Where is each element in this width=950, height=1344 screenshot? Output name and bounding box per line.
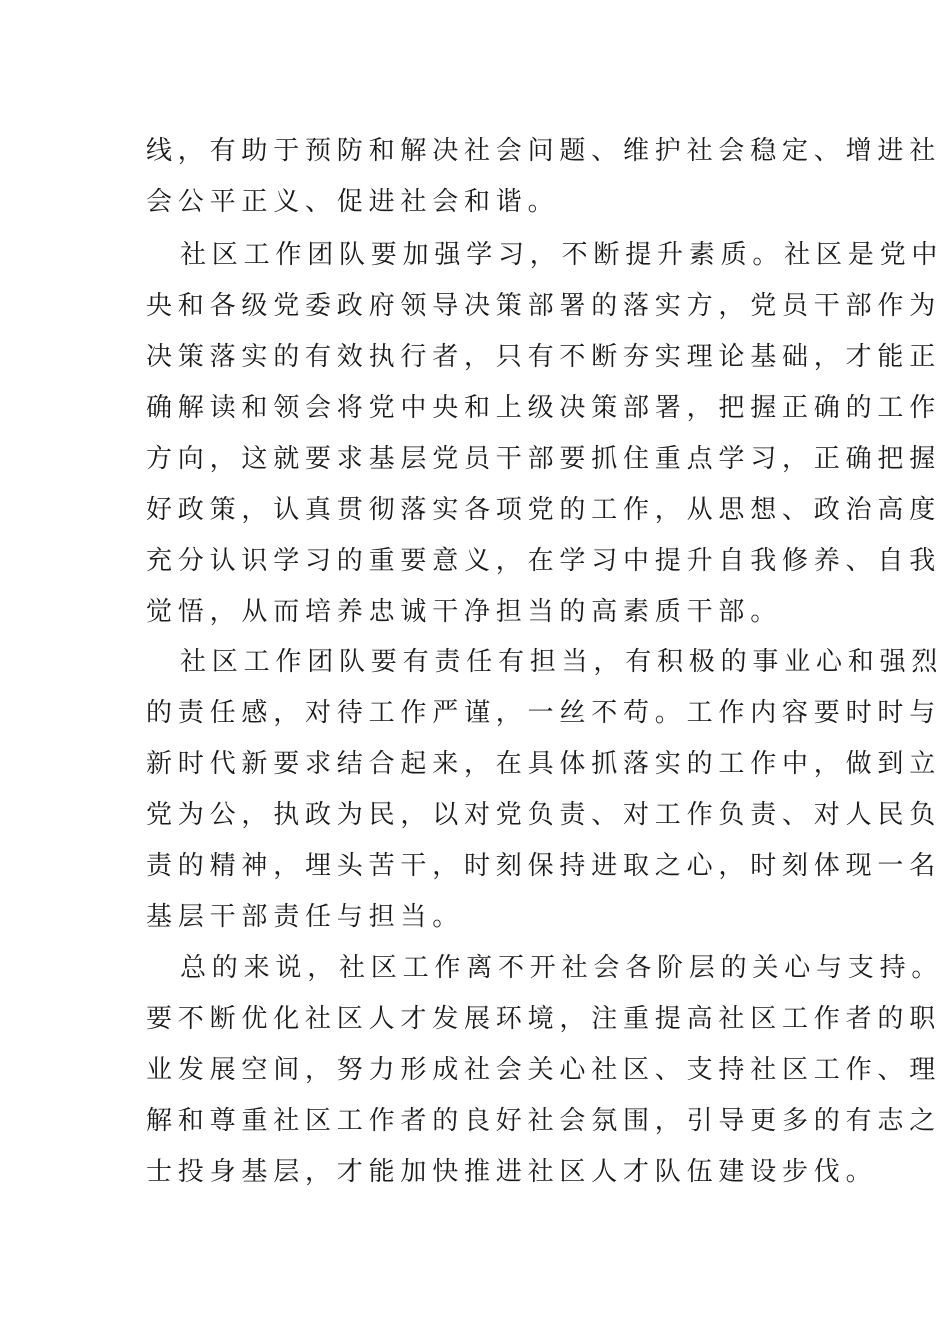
paragraph-4-line-4: 解和尊重社区工作者的良好社会氛围，引导更多的有志之 [146,1106,942,1136]
paragraph-1-line-2: 会公平正义、促进社会和谐。 [146,187,560,217]
paragraph-4-line-2: 要不断优化社区人才发展环境，注重提高社区工作者的职 [146,1004,942,1034]
paragraph-3-line-2: 的责任感，对待工作严谨，一丝不苟。工作内容要时时与 [146,698,942,728]
paragraph-1-line-1: 线，有助于预防和解决社会问题、维护社会稳定、增进社 [146,136,942,166]
paragraph-2-line-6: 好政策，认真贯彻落实各项党的工作，从思想、政治高度 [146,495,942,525]
paragraph-3-line-1: 社区工作团队要有责任有担当，有积极的事业心和强烈 [180,647,944,677]
paragraph-2-line-7: 充分认识学习的重要意义，在学习中提升自我修养、自我 [146,546,942,576]
paragraph-2-line-1: 社区工作团队要加强学习，不断提升素质。社区是党中 [180,240,944,270]
paragraph-3-line-3: 新时代新要求结合起来，在具体抓落实的工作中，做到立 [146,749,942,779]
paragraph-3 [146,637,944,943]
paragraph-3-line-5: 责的精神，埋头苦干，时刻保持进取之心，时刻体现一名 [146,851,942,881]
paragraph-2-line-8: 觉悟，从而培养忠诚干净担当的高素质干部。 [146,597,783,627]
paragraph-2-line-2: 央和各级党委政府领导决策部署的落实方，党员干部作为 [146,291,942,321]
paragraph-1 [146,126,942,228]
paragraph-2-line-5: 方向，这就要求基层党员干部要抓住重点学习，正确把握 [146,444,942,474]
paragraph-4 [146,943,944,1198]
paragraph-2 [146,230,944,638]
paragraph-4-line-5: 士投身基层，才能加快推进社区人才队伍建设步伐。 [146,1157,878,1187]
paragraph-3-line-4: 党为公，执政为民，以对党负责、对工作负责、对人民负 [146,800,942,830]
paragraph-4-line-1: 总的来说，社区工作离不开社会各阶层的关心与支持。 [180,953,944,983]
paragraph-3-line-6: 基层干部责任与担当。 [146,902,465,932]
paragraph-2-line-3: 决策落实的有效执行者，只有不断夯实理论基础，才能正 [146,342,942,372]
paragraph-4-line-3: 业发展空间，努力形成社会关心社区、支持社区工作、理 [146,1055,942,1085]
paragraph-2-line-4: 确解读和领会将党中央和上级决策部署，把握正确的工作 [146,393,942,423]
